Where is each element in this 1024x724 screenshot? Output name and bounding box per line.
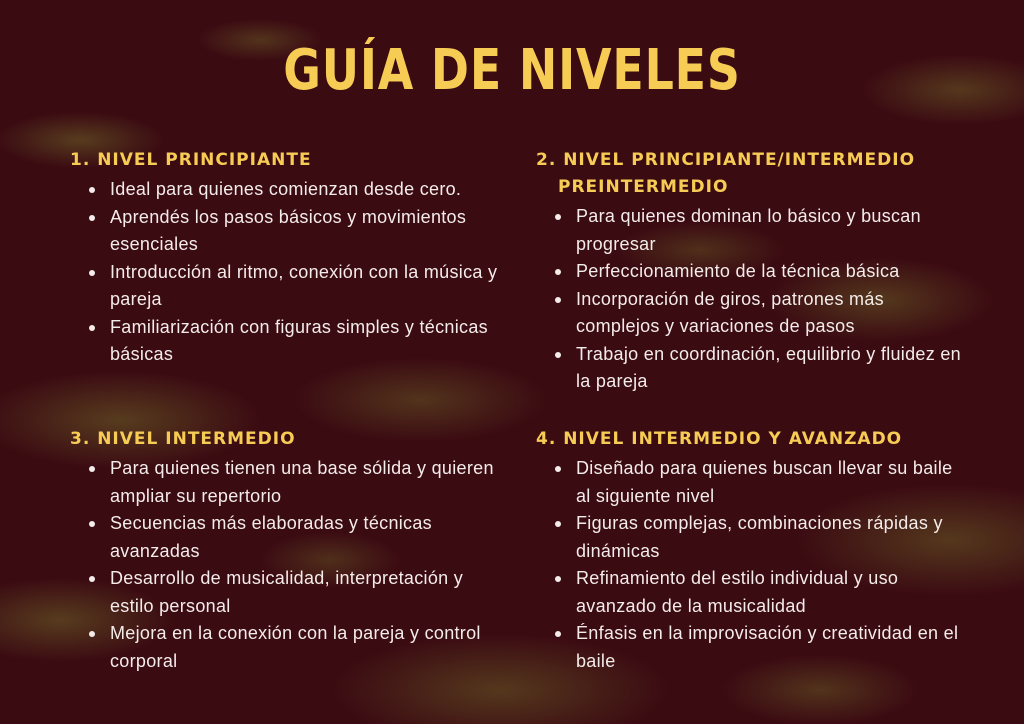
bullet-list [536, 203, 966, 396]
level-section-2 [536, 147, 966, 396]
list-item: Aprendés los pasos básicos y movimientos esenciales [110, 204, 500, 259]
list-item: Introducción al ritmo, conexión con la música y pareja [110, 259, 500, 314]
section-heading: 1. NIVEL PRINCIPIANTE [70, 150, 312, 170]
section-subheading: PREINTERMEDIO [558, 177, 729, 197]
list-item: Ideal para quienes comienzan desde cero. [110, 176, 500, 204]
bullet-list [536, 455, 966, 675]
list-item: Diseñado para quienes buscan llevar su baile al siguiente nivel [576, 455, 966, 510]
list-item: Para quienes dominan lo básico y buscan progresar [576, 203, 966, 258]
list-item: Perfeccionamiento de la técnica básica [576, 258, 966, 286]
list-item: Figuras complejas, combinaciones rápidas y dinámicas [576, 510, 966, 565]
list-item: Énfasis en la improvisación y creatividad en el baile [576, 620, 966, 675]
section-heading: 3. NIVEL INTERMEDIO [70, 429, 296, 449]
list-item: Desarrollo de musicalidad, interpretación y estilo personal [110, 565, 500, 620]
level-section-4 [536, 426, 966, 675]
list-item: Refinamiento del estilo individual y uso avanzado de la musicalidad [576, 565, 966, 620]
list-item: Para quienes tienen una base sólida y quieren ampliar su repertorio [110, 455, 500, 510]
section-heading: 4. NIVEL INTERMEDIO Y AVANZADO [536, 429, 903, 449]
list-item: Familiarización con figuras simples y técnicas básicas [110, 314, 500, 369]
page-title: GUÍA DE NIVELES [283, 38, 741, 103]
level-section-1 [70, 147, 500, 369]
bullet-list [70, 176, 500, 369]
list-item: Trabajo en coordinación, equilibrio y fluidez en la pareja [576, 341, 966, 396]
list-item: Incorporación de giros, patrones más complejos y variaciones de pasos [576, 286, 966, 341]
bullet-list [70, 455, 500, 675]
list-item: Mejora en la conexión con la pareja y control corporal [110, 620, 500, 675]
list-item: Secuencias más elaboradas y técnicas avanzadas [110, 510, 500, 565]
level-section-3 [70, 426, 500, 675]
section-heading: 2. NIVEL PRINCIPIANTE/INTERMEDIO PREINTERMEDIO [536, 147, 966, 201]
